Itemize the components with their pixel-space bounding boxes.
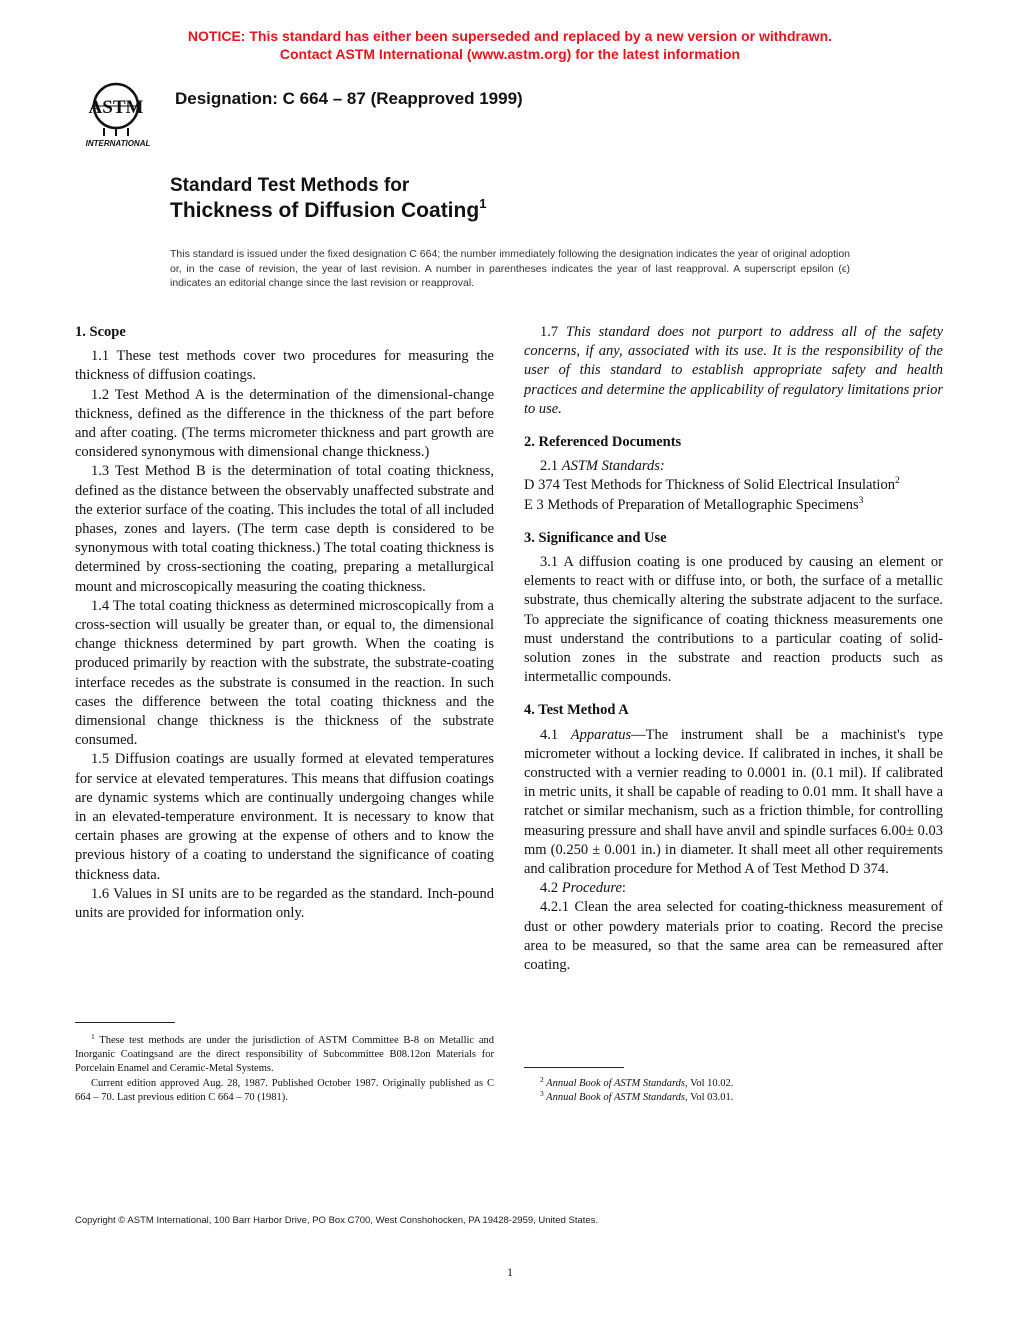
para-4-2-num: 4.2: [540, 880, 562, 897]
footnote-1-edition: Current edition approved Aug. 28, 1987. Published October 1987. Originally published as C 664 – 70. Last previous edition C 664 – 70 (1981).: [75, 1077, 494, 1103]
para-4-2-label: Procedure: [561, 880, 622, 897]
footnote-2-title: Annual Book of ASTM Standards: [543, 1078, 686, 1089]
footnote-1: [75, 1034, 494, 1077]
para-1-7-text: This standard does not purport to address all of the safety concerns, if any, associated with its use. It is the responsibility of the user of this standard to establish appropriate safety and health practices and determine the applicability of regulatory limitations prior to use.: [524, 324, 944, 417]
footnote-3-marker: 3: [540, 1089, 544, 1099]
referenced-documents-heading: 2. Referenced Documents: [524, 434, 682, 451]
para-4-2: [524, 879, 943, 898]
footnote-2: [524, 1077, 943, 1091]
ref-e3: [524, 496, 943, 515]
para-2-1-label: ASTM Standards:: [561, 458, 665, 475]
title-line-2: [170, 197, 486, 225]
footnote-rule-right: [524, 1067, 624, 1068]
notice-line-1: NOTICE: This standard has either been superseded and replaced by a new version or withdrawn.: [187, 28, 833, 44]
para-1-2: 1.2 Test Method A is the determination of the dimensional-change thickness, defined as the difference in the thickness of the part before and after coating. (The terms micrometer thickness and part growth are considered synonymous with dimensional change thickness.): [75, 386, 494, 461]
logo-international: INTERNATIONAL: [85, 139, 151, 148]
para-1-5: 1.5 Diffusion coatings are usually formed at elevated temperatures for service at elevated temperatures. This means that diffusion coatings are dynamic systems which are continually undergoing changes while in an elevated-temperature environment. It is necessary to know that certain phases are growing at the expense of others and to know the previous history of a coating to understand the significance of coating thickness data.: [75, 751, 494, 883]
footnote-3: [524, 1091, 943, 1105]
footnote-2-vol: , Vol 10.02.: [685, 1078, 734, 1089]
para-4-1-num: 4.1: [540, 726, 571, 743]
page-number: 1: [507, 1265, 513, 1279]
footnote-3-vol: , Vol 03.01.: [685, 1092, 734, 1104]
left-column: [75, 323, 494, 923]
footnotes-left: [75, 1034, 494, 1105]
title-footnote-ref: 1: [479, 196, 487, 211]
footnotes-right: [524, 1077, 943, 1105]
ref-d374-text: D 374 Test Methods for Thickness of Solid Electrical Insulation: [524, 477, 895, 494]
para-1-3: 1.3 Test Method B is the determination of total coating thickness, defined as the distance between the observably unaffected substrate and the exterior surface of the coating. This includes the total of all included phases, zones and layers. (The term case depth is considered to be synonymous with total coating thickness.) The total coating thickness is determined by cross-sectioning the coating, preparing a metallurgical mount and microscopically measuring the coating thickness.: [75, 463, 494, 595]
footnote-rule-left: [75, 1022, 175, 1023]
title-line-1: Standard Test Methods for: [170, 175, 410, 196]
superseded-notice: [0, 27, 1020, 63]
ref-d374-fn: 2: [894, 476, 900, 487]
astm-logo: [76, 78, 160, 150]
para-1-4: 1.4 The total coating thickness as determined microscopically from a cross-section will usually be greater than, or equal to, the dimensional change thickness determined by part growth. When the coating is produced primarily by reaction with the substrate, the substrate-coating interface recedes as the substrate is consumed in the reaction. In such cases the difference between the total coating thickness and the dimensional change thickness is the thickness of the substrate consumed.: [75, 597, 494, 749]
para-1-7: [524, 323, 943, 419]
issuance-note: This standard is issued under the fixed designation C 664; the number immediately following the designation indicates the year of original adoption or, in the case of revision, the year of last revision. A number in parentheses indicates the year of last reapproval. A superscript epsilon (ϵ) indicates an editorial change since the last revision or reapproval.: [170, 248, 850, 289]
notice-line-2: Contact ASTM International (www.astm.org) for the latest information: [279, 46, 741, 62]
footnote-3-title: Annual Book of ASTM Standards: [543, 1092, 686, 1104]
right-column: [524, 323, 943, 975]
para-2-1: [524, 457, 943, 476]
para-2-1-num: 2.1: [540, 458, 562, 475]
logo-mark: ASTM: [88, 97, 144, 118]
para-1-6: 1.6 Values in SI units are to be regarded as the standard. Inch-pound units are provided for information only.: [75, 885, 494, 922]
para-4-2-colon: :: [621, 880, 626, 897]
para-4-1-label: Apparatus: [570, 726, 632, 743]
designation: Designation: C 664 – 87 (Reapproved 1999): [175, 89, 523, 108]
astm-logo-icon: [76, 78, 160, 150]
footnote-1-marker: 1: [91, 1032, 95, 1041]
para-3-1: 3.1 A diffusion coating is one produced by causing an element or elements to react with or diffuse into, or both, the surface of a metallic substrate, thus chemically altering the substrate adjacent to the surface. To appreciate the significance of coating thickness measurements one must understand the contributions to a particular coating of solid-solution zones in the substrate and reaction products such as intermetallic compounds.: [524, 554, 943, 686]
para-1-1: 1.1 These test methods cover two procedures for measuring the thickness of diffusion coatings.: [75, 348, 494, 384]
para-1-7-num: 1.7: [540, 324, 566, 340]
footnote-2-marker: 2: [540, 1075, 544, 1084]
para-4-1: [524, 726, 943, 880]
test-method-a-heading: 4. Test Method A: [524, 702, 629, 719]
title-text: Thickness of Diffusion Coating: [170, 199, 480, 222]
significance-heading: 3. Significance and Use: [524, 529, 667, 546]
copyright: Copyright © ASTM International, 100 Barr Harbor Drive, PO Box C700, West Conshohocken, PA 19428-2959, United States.: [75, 1215, 599, 1226]
scope-heading: 1. Scope: [75, 324, 126, 340]
ref-e3-text: E 3 Methods of Preparation of Metallographic Specimens: [524, 496, 859, 513]
ref-e3-fn: 3: [858, 495, 864, 506]
footnote-1-text: These test methods are under the jurisdiction of ASTM Committee B-8 on Metallic and Inorganic Coatingsand are the direct responsibility of Subcommittee B08.12on Materials for Porcelain Enamel and Ceramic-Metal Systems.: [75, 1035, 494, 1075]
para-4-1-text: —The instrument shall be a machinist's type micrometer without a locking device. If calibrated in inches, it shall be constructed with a vernier reading to 0.0001 in. (0.1 mil). If calibrated in metric units, it shall be capable of reading to 0.01 mm. It shall have a ratchet or similar mechanism, such as a friction thimble, for controlling measuring pressure and shall have anvil and spindle surfaces 6.00± 0.03 mm (0.250 ± 0.001 in.) in diameter. It shall meet all other requirements and calibration procedure for Method A of Test Method D 374.: [524, 726, 944, 878]
ref-d374: [524, 476, 943, 495]
para-4-2-1: 4.2.1 Clean the area selected for coating-thickness measurement of dust or other powdery materials prior to coating. Record the precise area to be measured, so that the same area can be remeasured after coating.: [524, 899, 943, 974]
